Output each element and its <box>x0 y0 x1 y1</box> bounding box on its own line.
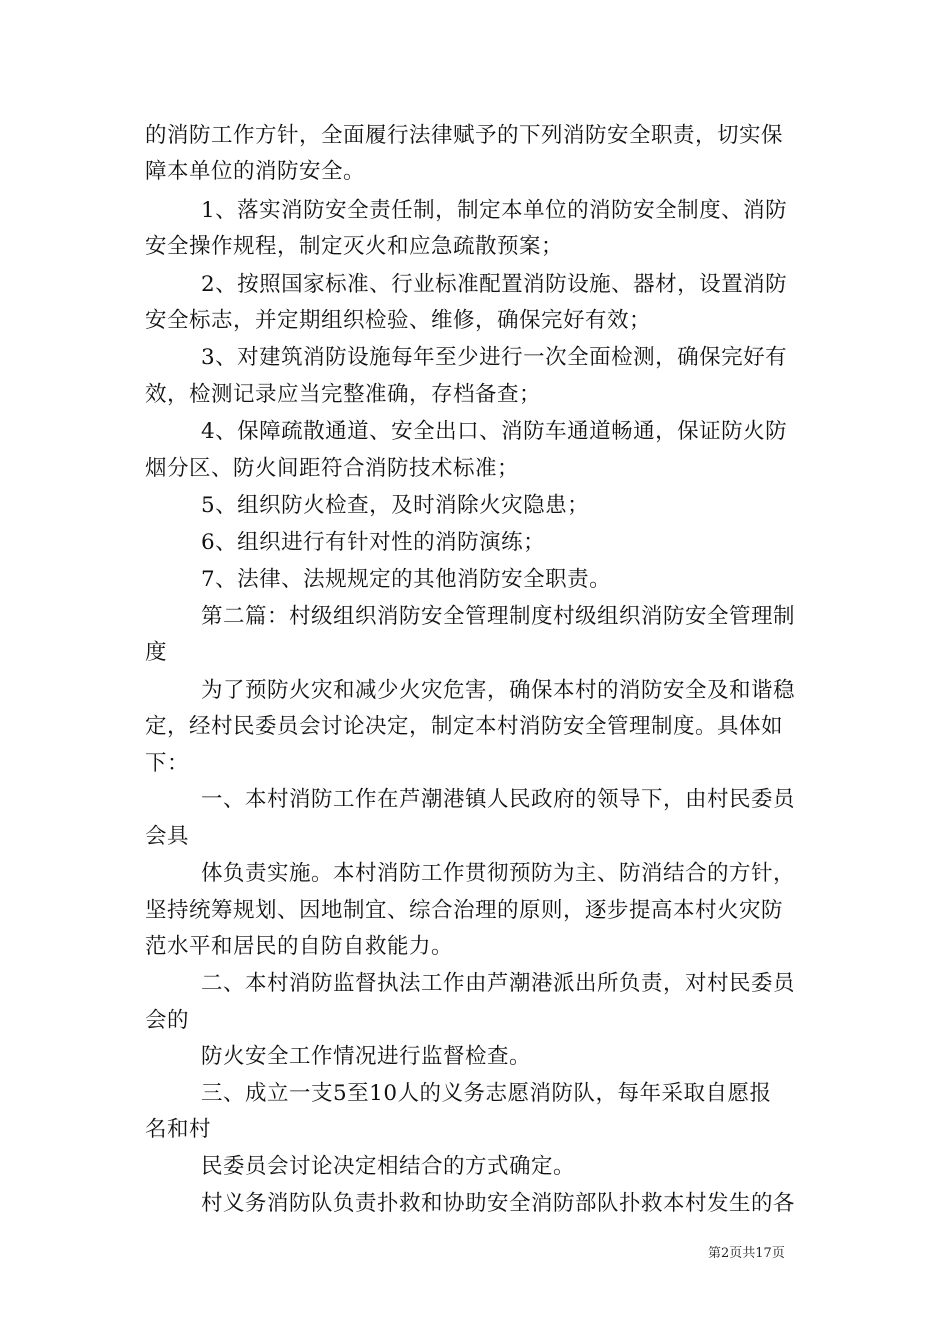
section-heading-continued: 度 <box>145 640 168 665</box>
text-line: 范水平和居民的自防自救能力。 <box>145 934 454 959</box>
text-line: 4、保障疏散通道、安全出口、消防车通道畅通，保证防火防 <box>201 419 788 444</box>
text-line: 3、对建筑消防设施每年至少进行一次全面检测，确保完好有 <box>201 345 788 370</box>
text-line: 为了预防火灾和减少火灾危害，确保本村的消防安全及和谐稳 <box>201 678 796 703</box>
text-line: 村义务消防队负责扑救和协助安全消防部队扑救本村发生的各 <box>201 1191 796 1216</box>
text-line: 7、法律、法规规定的其他消防安全职责。 <box>201 567 612 592</box>
text-line: 三、成立一支5至10人的义务志愿消防队，每年采取自愿报 <box>201 1081 772 1106</box>
text-line: 二、本村消防监督执法工作由芦潮港派出所负责，对村民委员 <box>201 971 796 996</box>
text-line: 安全标志，并定期组织检验、维修，确保完好有效； <box>145 308 652 333</box>
text-line: 6、组织进行有针对性的消防演练； <box>201 530 546 555</box>
text-line: 效，检测记录应当完整准确，存档备查； <box>145 382 542 407</box>
text-line: 防火安全工作情况进行监督检查。 <box>201 1044 532 1069</box>
text-line: 定，经村民委员会讨论决定，制定本村消防安全管理制度。具体如 <box>145 714 784 739</box>
text-line: 一、本村消防工作在芦潮港镇人民政府的领导下，由村民委员 <box>201 787 796 812</box>
text-line: 2、按照国家标准、行业标准配置消防设施、器材，设置消防 <box>201 272 788 297</box>
text-line: 的消防工作方针，全面履行法律赋予的下列消防安全职责，切实保 <box>145 123 784 148</box>
text-line: 5、组织防火检查，及时消除火灾隐患； <box>201 493 590 518</box>
text-line: 名和村 <box>145 1117 212 1142</box>
section-heading: 第二篇：村级组织消防安全管理制度村级组织消防安全管理制 <box>201 604 796 629</box>
text-line: 烟分区、防火间距符合消防技术标准； <box>145 456 520 481</box>
text-line: 下： <box>145 751 190 776</box>
text-line: 体负责实施。本村消防工作贯彻预防为主、防消结合的方针， <box>201 861 796 886</box>
text-line: 会的 <box>145 1008 190 1033</box>
text-line: 1、落实消防安全责任制，制定本单位的消防安全制度、消防 <box>201 198 788 223</box>
text-line: 安全操作规程，制定灭火和应急疏散预案； <box>145 234 564 259</box>
text-line: 障本单位的消防安全。 <box>145 159 366 184</box>
text-line: 民委员会讨论决定相结合的方式确定。 <box>201 1154 576 1179</box>
page-number: 第2页共17页 <box>708 1246 785 1261</box>
text-line: 坚持统筹规划、因地制宜、综合治理的原则，逐步提高本村火灾防 <box>145 898 784 923</box>
text-line: 会具 <box>145 824 190 849</box>
